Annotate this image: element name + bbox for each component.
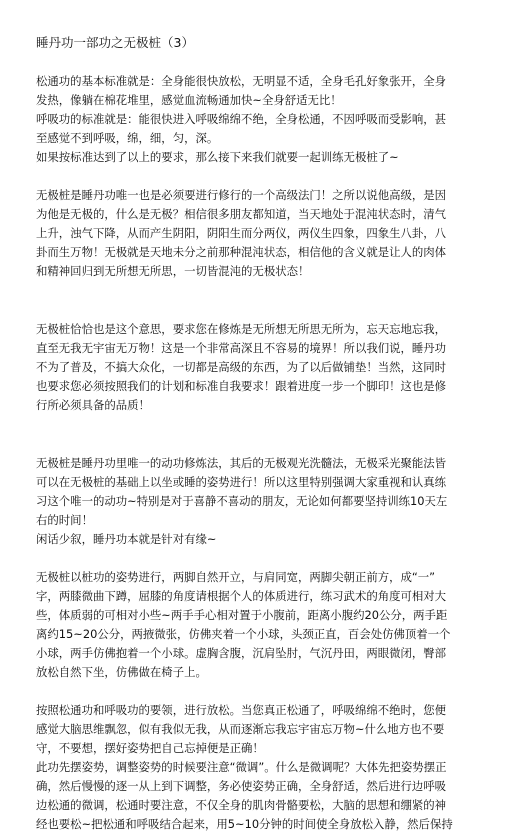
- text-line: 直至无我无宇宙无万物！这是一个非常高深且不容易的境界！所以我们说，睡丹功: [36, 341, 447, 355]
- paragraph: [36, 320, 478, 415]
- document-title: 睡丹功一部功之无极桩（3）: [36, 35, 194, 50]
- text-line: 无极桩是睡丹功唯一也是必须要进行修行的一个高级法门！之所以说他高级，是因: [36, 188, 447, 202]
- text-line: 习这个唯一的动功~特别是对于喜静不喜动的朋友，无论如何都要坚持训练10天左: [36, 494, 448, 508]
- text-line: 和精神回归到无所想无所思，一切皆混沌的无极状态！: [36, 264, 310, 278]
- text-line: 无极桩恰恰也是这个意思，要求您在修炼是无所想无所思无所为，忘天忘地忘我，: [36, 322, 447, 336]
- text-line: 些，体质弱的可相对小些~两手手心相对置于小腹前，距离小腹约20公分，两手距: [36, 608, 448, 622]
- text-line: 行所必须具备的品质！: [36, 398, 150, 412]
- text-line: 为他是无极的，什么是无极？相信很多朋友都知道，当天地处于混沌状态时，清气: [36, 207, 447, 221]
- text-line: 放松自然下坐，仿佛做在椅子上。: [36, 665, 207, 679]
- text-line: 边松通的微调，松通时要注意，不仅全身的肌肉骨骼要松，大脑的思想和绷紧的神: [36, 798, 447, 812]
- text-line: 发热，像躺在棉花堆里，感觉血流畅通加快~全身舒适无比！: [36, 93, 342, 107]
- paragraph: [36, 186, 478, 281]
- paragraph: [36, 701, 478, 834]
- text-line: 无极桩以桩功的姿势进行，两脚自然开立，与肩同宽，两脚尖朝正前方，成“一”: [36, 570, 436, 584]
- text-line: 呼吸功的标准就是：能很快进入呼吸绵绵不绝，全身松通，不因呼吸而受影响，甚: [36, 112, 447, 126]
- paragraph: [36, 568, 478, 682]
- paragraph: [36, 72, 478, 167]
- text-line: 卦而生万物！无极就是天地未分之前那种混沌状态，相信他的含义就是让人的肉体: [36, 245, 447, 259]
- text-line: 此功先摆姿势，调整姿势的时候要注意“微调”。什么是微调呢？大体先把姿势摆正: [36, 760, 447, 774]
- text-line: 如果按标准达到了以上的要求，那么接下来我们就要一起训练无极桩了~: [36, 150, 399, 164]
- text-line: 可以在无极桩的基础上以坐或睡的姿势进行！所以这里特别强调大家重视和认真练: [36, 475, 447, 489]
- text-line: 闲话少叙，睡丹功本就是针对有缘~: [36, 532, 217, 546]
- document-body: [36, 72, 478, 834]
- text-line: 右的时间！: [36, 513, 93, 527]
- text-line: 感觉大脑思维飘忽，似有我似无我，从而逐渐忘我忘宇宙忘万物~什么地方也不要: [36, 722, 445, 736]
- text-line: 离约15~20公分，两掖微张，仿佛夹着一个小球，头颈正直，百会处仿佛顶着一个: [36, 627, 451, 641]
- text-line: 无极桩是睡丹功里唯一的动功修炼法，其后的无极观光洗髓法，无极采光聚能法皆: [36, 456, 447, 470]
- text-line: 也要求您必须按照我们的计划和标准自我要求！跟着进度一步一个脚印！这也是修: [36, 379, 447, 393]
- text-line: 不为了普及，不搞大众化，一切都是高级的东西，为了以后做铺垫！当然，这同时: [36, 360, 447, 374]
- text-line: 小球，两手仿佛抱着一个小球。虚胸含腹，沉肩坠肘，气沉丹田，两眼微闭，臀部: [36, 646, 447, 660]
- text-line: 确，然后慢慢的逐一从上到下调整，务必使姿势正确，全身舒适，然后进行边呼吸: [36, 779, 447, 793]
- text-line: 字，两膝微曲下蹲，屈膝的角度请根据个人的体质进行，练习武术的角度可相对大: [36, 589, 447, 603]
- text-line: 松通功的基本标准就是：全身能很快放松，无明显不适，全身毛孔好象张开，全身: [36, 74, 447, 88]
- text-line: 经也要松~把松通和呼吸结合起来，用5~10分钟的时间使全身放松入静，然后保持: [36, 817, 453, 831]
- text-line: 按照松通功和呼吸功的要领，进行放松。当您真正松通了，呼吸绵绵不绝时，您便: [36, 703, 447, 717]
- paragraph: [36, 454, 478, 549]
- text-line: 上升，浊气下降，从而产生阴阳，阴阳生而分两仪，两仪生四象，四象生八卦，八: [36, 226, 447, 240]
- text-line: 守，不要想，摆好姿势把自己忘掉便是正确！: [36, 741, 264, 755]
- text-line: 至感觉不到呼吸，绵，细，匀，深。: [36, 131, 219, 145]
